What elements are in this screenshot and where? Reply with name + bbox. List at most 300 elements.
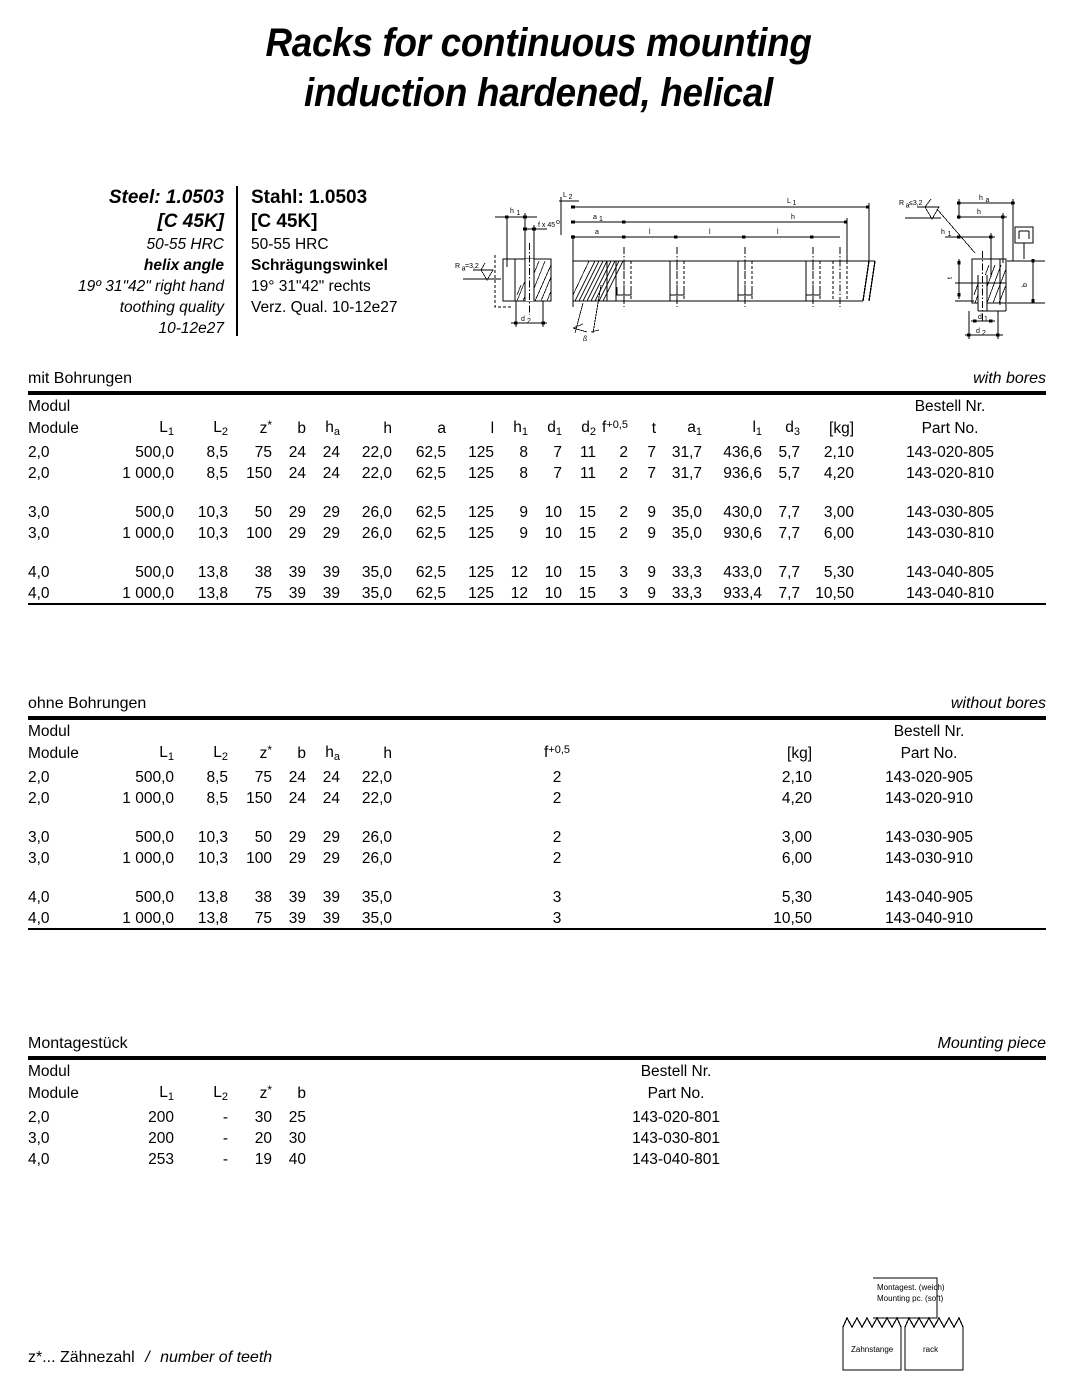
cell-value: 31,7 [671, 465, 703, 482]
table-row [28, 442, 1046, 463]
rack-technical-drawing [455, 175, 1065, 350]
cell-value: 50 [254, 504, 273, 521]
cell-part-no: 143-020-810 [906, 465, 994, 482]
svg-text:L: L [787, 198, 791, 205]
table1-col-l1: $L_1$ [159, 419, 174, 438]
svg-text:1: 1 [947, 231, 952, 238]
svg-text:2: 2 [982, 330, 986, 337]
cell-module: 3,0 [28, 504, 50, 521]
svg-text:l: l [649, 229, 651, 236]
cell-value: 10,3 [197, 829, 229, 846]
cell-value: 35,0 [361, 910, 393, 927]
table-row [28, 463, 1046, 484]
cell-value: 39 [322, 585, 341, 602]
table2-col-z: z* [259, 742, 273, 762]
cell-value: 13,8 [197, 889, 229, 906]
footnote [28, 1349, 272, 1367]
cell-value: 3,00 [781, 829, 813, 846]
cell-value: 500,0 [135, 564, 174, 581]
table1-col-f: $f^{+0,5}$ [602, 419, 629, 436]
cell-value: 29 [322, 525, 341, 542]
table1-col-l: l [490, 420, 495, 437]
svg-text:d: d [976, 328, 980, 335]
table2-col-kg: [kg] [787, 745, 813, 762]
cell-value: 7 [647, 465, 657, 482]
footnote-en: number of teeth [160, 1349, 273, 1366]
material-spec-german [236, 186, 436, 336]
cell-value: 24 [322, 769, 341, 786]
cell-value: - [222, 1130, 229, 1147]
table2-col-l1: $L_1$ [159, 744, 174, 763]
table1-header-modul: Modul [28, 397, 71, 415]
cell-value: 7,7 [778, 504, 801, 521]
cell-value: 7 [647, 444, 657, 461]
table1-col-d3: $d_3$ [785, 419, 801, 438]
cell-module: 4,0 [28, 564, 50, 581]
spec-de-quality: Verz. Qual. 10-12e27 [251, 299, 398, 316]
cell-value: 125 [468, 564, 495, 581]
cell-value: 29 [288, 525, 307, 542]
cell-value: 2 [619, 504, 629, 521]
cell-value: 433,0 [723, 564, 763, 581]
svg-text:t: t [947, 277, 954, 279]
cell-value: 11 [579, 444, 597, 461]
cell-value: 22,0 [361, 444, 393, 461]
cell-value: 39 [288, 910, 307, 927]
cell-value: 7 [553, 444, 563, 461]
cell-part-no: 143-020-801 [632, 1109, 720, 1126]
cell-part-no: 143-020-805 [906, 444, 994, 461]
cell-value: 7,7 [778, 564, 801, 581]
cell-value: 35,0 [361, 564, 393, 581]
mount-sketch-label-en: Mounting pc. (soft) [877, 1294, 944, 1303]
cell-value: 39 [322, 889, 341, 906]
cell-value: 19 [254, 1151, 273, 1168]
cell-value: 4,20 [823, 465, 855, 482]
cell-value: 39 [288, 585, 307, 602]
spec-en-angle-value: 19º 31ʺ42ʺ right hand [78, 278, 224, 295]
cell-value: 35,0 [361, 585, 393, 602]
table1-rule-bottom [28, 603, 1046, 605]
cell-value: 1 000,0 [122, 525, 174, 542]
drawing-left-section [455, 208, 560, 327]
table1-col-l2: $L_2$ [213, 419, 229, 438]
cell-value: 500,0 [135, 769, 174, 786]
cell-value: 38 [254, 889, 273, 906]
cell-value: 22,0 [361, 790, 393, 807]
table1-col-d2: $d_2$ [581, 419, 597, 438]
svg-text:1: 1 [984, 316, 988, 323]
cell-value: 39 [288, 889, 307, 906]
svg-text:1: 1 [599, 216, 603, 223]
cell-value: 15 [578, 504, 597, 521]
cell-value: 30 [254, 1109, 273, 1126]
svg-text:a: a [593, 214, 597, 221]
table2-col-module: Module [28, 745, 79, 762]
table2-col-ha: $h_a$ [325, 744, 341, 763]
cell-value: 200 [148, 1130, 174, 1147]
table-row-spacer [28, 869, 1046, 887]
cell-value: 2,10 [823, 444, 855, 461]
table3-grid [28, 1060, 1046, 1170]
cell-value: 10 [544, 585, 563, 602]
cell-part-no: 143-040-805 [906, 564, 994, 581]
cell-part-no: 143-040-905 [885, 889, 973, 906]
svg-text:a: a [461, 265, 466, 273]
svg-text:l: l [709, 229, 711, 236]
cell-value: 3 [552, 910, 562, 927]
table1-header-bestellnr: Bestell Nr. [914, 397, 986, 415]
svg-text:h: h [791, 214, 795, 221]
table1-col-a1: $a_1$ [687, 419, 703, 438]
spec-en-angle-label: helix angle [143, 257, 224, 274]
footnote-de: z*... Zähnezahl [28, 1349, 135, 1366]
cell-value: 125 [468, 465, 495, 482]
table2-head [28, 720, 1046, 767]
cell-value: 5,7 [778, 444, 801, 461]
svg-text:d: d [521, 316, 525, 323]
table1-header-row-bottom [28, 417, 1046, 442]
mount-sketch-label-rack-en: rack [923, 1345, 939, 1354]
cell-value: 125 [468, 585, 495, 602]
cell-value: 10 [544, 504, 563, 521]
cell-module: 2,0 [28, 769, 50, 786]
cell-value: 62,5 [415, 564, 447, 581]
page-title-line-2: induction hardened, helical [304, 71, 773, 115]
cell-value: 5,30 [823, 564, 855, 581]
table-row-spacer [28, 484, 1046, 502]
cell-module: 3,0 [28, 1130, 50, 1147]
table3-col-b: b [297, 1085, 307, 1102]
svg-text:1: 1 [516, 210, 521, 217]
table-row [28, 848, 1046, 869]
cell-value: 20 [254, 1130, 273, 1147]
cell-value: 12 [510, 564, 529, 581]
cell-value: 2 [552, 790, 562, 807]
cell-value: 62,5 [415, 504, 447, 521]
table3-col-partno: Part No. [647, 1085, 705, 1102]
table1-caption-en: with bores [973, 370, 1046, 387]
cell-value: 29 [322, 829, 341, 846]
cell-value: 3 [619, 585, 629, 602]
cell-value: 933,4 [723, 585, 763, 602]
table-row [28, 583, 1046, 604]
cell-value: 500,0 [135, 444, 174, 461]
table3-header-row-bottom [28, 1082, 1046, 1107]
mount-sketch-label-rack-de: Zahnstange [851, 1345, 894, 1354]
cell-value: 3 [552, 889, 562, 906]
table1-grid [28, 395, 1046, 604]
spec-en-quality-label: toothing quality [119, 299, 224, 316]
cell-value: 10,50 [815, 585, 855, 602]
spec-en-hardness: 50-55 HRC [146, 236, 224, 253]
cell-value: 2,10 [781, 769, 813, 786]
table-row [28, 1149, 1046, 1170]
table1-col-kg: [kg] [829, 420, 855, 437]
svg-text:h: h [510, 208, 514, 215]
table1-caption [28, 370, 1046, 391]
cell-value: 1 000,0 [122, 585, 174, 602]
svg-text:=3,2: =3,2 [465, 263, 479, 270]
table-row [28, 523, 1046, 544]
cell-value: 10,3 [197, 850, 229, 867]
svg-text:a: a [595, 229, 599, 236]
cell-value: 25 [288, 1109, 307, 1126]
svg-text:d: d [978, 314, 982, 321]
table2-col-h: h [383, 745, 393, 762]
spec-en-quality-value: 10-12e27 [158, 320, 224, 337]
cell-value: 2 [619, 444, 629, 461]
table-mounting-piece [28, 1035, 1046, 1170]
cell-value: 35,0 [361, 889, 393, 906]
table2-grid [28, 720, 1046, 929]
svg-text:f x 45: f x 45 [538, 222, 556, 229]
cell-value: 125 [468, 525, 495, 542]
cell-value: 30 [288, 1130, 307, 1147]
cell-value: 8,5 [206, 769, 229, 786]
cell-value: 500,0 [135, 504, 174, 521]
svg-text:≤3,2: ≤3,2 [909, 200, 923, 207]
table2-header-row-top [28, 720, 1046, 742]
table2-header-row-bottom [28, 742, 1046, 767]
table3-header-row-top [28, 1060, 1046, 1082]
cell-value: 75 [254, 769, 273, 786]
cell-value: 253 [148, 1151, 174, 1168]
cell-part-no: 143-030-801 [632, 1130, 720, 1147]
cell-value: 2 [619, 525, 629, 542]
cell-value: 62,5 [415, 444, 447, 461]
cell-value: 22,0 [361, 465, 393, 482]
cell-value: 7 [553, 465, 563, 482]
cell-value: 1 000,0 [122, 910, 174, 927]
svg-text:b: b [1022, 283, 1029, 287]
spec-de-angle-value: 19° 31ʺ42ʺ rechts [251, 278, 371, 295]
cell-value: 125 [468, 504, 495, 521]
table1-col-b: b [297, 420, 307, 437]
table2-col-partno: Part No. [900, 745, 958, 762]
cell-value: 11 [579, 465, 597, 482]
table1-col-d1: $d_1$ [547, 419, 563, 438]
cell-value: 2 [552, 829, 562, 846]
cell-value: 24 [288, 790, 307, 807]
cell-value: - [222, 1151, 229, 1168]
cell-part-no: 143-030-905 [885, 829, 973, 846]
table-row [28, 908, 1046, 929]
cell-value: 39 [288, 564, 307, 581]
cell-value: 24 [288, 444, 307, 461]
cell-value: 100 [246, 850, 273, 867]
cell-value: 62,5 [415, 585, 447, 602]
cell-value: 35,0 [671, 525, 703, 542]
cell-value: 500,0 [135, 829, 174, 846]
table-row [28, 887, 1046, 908]
cell-module: 4,0 [28, 585, 50, 602]
table1-caption-de: mit Bohrungen [28, 370, 133, 387]
cell-value: 9 [647, 525, 657, 542]
table3-caption-de: Montagestück [28, 1035, 128, 1052]
cell-value: 40 [288, 1151, 307, 1168]
cell-value: 9 [519, 504, 529, 521]
cell-value: 8,5 [206, 444, 229, 461]
svg-text:h: h [979, 195, 983, 202]
cell-value: 24 [288, 769, 307, 786]
table2-caption-de: ohne Bohrungen [28, 695, 147, 712]
cell-value: 1 000,0 [122, 850, 174, 867]
cell-value: 7,7 [778, 585, 801, 602]
cell-value: 29 [288, 504, 307, 521]
cell-value: 26,0 [361, 504, 393, 521]
table1-header-row-top [28, 395, 1046, 417]
spec-en-material-label: Steel: 1.0503 [108, 187, 224, 208]
spec-de-angle-label: Schrägungswinkel [251, 257, 388, 274]
cell-module: 2,0 [28, 444, 50, 461]
table1-col-t: t [651, 420, 657, 437]
svg-text:a: a [985, 197, 990, 204]
cell-value: 15 [578, 564, 597, 581]
cell-value: 10 [544, 525, 563, 542]
table-row [28, 767, 1046, 788]
cell-value: 50 [254, 829, 273, 846]
cell-part-no: 143-040-801 [632, 1151, 720, 1168]
cell-value: 200 [148, 1109, 174, 1126]
cell-module: 3,0 [28, 850, 50, 867]
cell-value: 2 [619, 465, 629, 482]
table3-col-z: z* [259, 1082, 273, 1102]
drawing-right-section [899, 195, 1045, 339]
cell-value: 10,3 [197, 525, 229, 542]
svg-text:h: h [941, 229, 945, 236]
cell-value: 1 000,0 [122, 465, 174, 482]
cell-value: 9 [647, 585, 657, 602]
table-row-spacer [28, 544, 1046, 562]
drawing-main-rack-view [559, 192, 875, 343]
cell-value: 15 [578, 525, 597, 542]
table2-caption-en: without bores [950, 695, 1046, 712]
material-spec-english [24, 186, 236, 339]
cell-value: 150 [246, 465, 273, 482]
cell-value: 430,0 [723, 504, 763, 521]
table2-header-bestellnr: Bestell Nr. [893, 722, 965, 740]
svg-text:R: R [455, 263, 461, 270]
cell-value: 26,0 [361, 829, 393, 846]
table-row [28, 788, 1046, 809]
material-spec-block [24, 186, 444, 339]
table3-header-bestellnr: Bestell Nr. [640, 1062, 712, 1080]
cell-module: 2,0 [28, 790, 50, 807]
cell-value: 13,8 [197, 585, 229, 602]
spec-en-material-code: [C 45K] [157, 211, 224, 232]
table3-caption [28, 1035, 1046, 1056]
cell-value: 8,5 [206, 465, 229, 482]
cell-value: 8,5 [206, 790, 229, 807]
table1-col-h: h [383, 420, 393, 437]
spec-de-material-label: Stahl: 1.0503 [251, 187, 368, 208]
cell-value: 29 [288, 829, 307, 846]
cell-part-no: 143-030-810 [906, 525, 994, 542]
table-row-spacer [28, 809, 1046, 827]
cell-value: 35,0 [671, 504, 703, 521]
table1-col-module: Module [28, 420, 79, 437]
cell-value: 2 [552, 769, 562, 786]
cell-part-no: 143-040-810 [906, 585, 994, 602]
cell-value: 31,7 [671, 444, 703, 461]
cell-value: 8 [519, 444, 529, 461]
cell-value: 29 [288, 850, 307, 867]
spec-de-material-code: [C 45K] [251, 211, 318, 232]
mounting-piece-sketch [835, 1272, 1050, 1382]
cell-value: 7,7 [778, 525, 801, 542]
cell-part-no: 143-040-910 [885, 910, 973, 927]
cell-value: 22,0 [361, 769, 393, 786]
cell-value: 10,50 [773, 910, 813, 927]
table3-caption-en: Mounting piece [937, 1035, 1046, 1052]
table-row [28, 1128, 1046, 1149]
table-row [28, 1107, 1046, 1128]
table1-head [28, 395, 1046, 442]
svg-text:ß: ß [583, 336, 588, 343]
cell-value: 39 [322, 910, 341, 927]
table2-col-f: $f^{+0,5}$ [544, 744, 571, 761]
cell-value: 4,20 [781, 790, 813, 807]
cell-value: 500,0 [135, 889, 174, 906]
svg-text:h: h [977, 209, 981, 216]
table1-col-a: a [437, 420, 447, 437]
cell-module: 2,0 [28, 1109, 50, 1126]
cell-value: 62,5 [415, 465, 447, 482]
cell-value: 6,00 [823, 525, 855, 542]
cell-module: 4,0 [28, 1151, 50, 1168]
table-row [28, 827, 1046, 848]
cell-module: 2,0 [28, 465, 50, 482]
table-with-bores [28, 370, 1046, 605]
table3-body [28, 1107, 1046, 1170]
cell-value: 39 [322, 564, 341, 581]
cell-value: - [222, 1109, 229, 1126]
cell-part-no: 143-020-905 [885, 769, 973, 786]
cell-value: 1 000,0 [122, 790, 174, 807]
cell-value: 936,6 [723, 465, 763, 482]
cell-value: 10,3 [197, 504, 229, 521]
table1-col-partno: Part No. [921, 420, 979, 437]
table1-col-ha: $h_a$ [325, 419, 341, 438]
cell-value: 2 [552, 850, 562, 867]
cell-value: 8 [519, 465, 529, 482]
table2-body [28, 767, 1046, 929]
cell-value: 33,3 [671, 585, 703, 602]
cell-value: 75 [254, 585, 273, 602]
cell-value: 29 [322, 850, 341, 867]
cell-value: 62,5 [415, 525, 447, 542]
cell-value: 24 [322, 465, 341, 482]
svg-text:1: 1 [792, 200, 797, 207]
table1-col-z: z* [259, 417, 273, 437]
cell-value: 9 [647, 564, 657, 581]
table1-col-h1: $h_1$ [513, 419, 529, 438]
svg-text:L: L [563, 192, 567, 199]
svg-text:2: 2 [527, 318, 531, 325]
cell-module: 3,0 [28, 829, 50, 846]
cell-value: 75 [254, 910, 273, 927]
cell-value: 125 [468, 444, 495, 461]
cell-value: 930,6 [723, 525, 763, 542]
cell-value: 3 [619, 564, 629, 581]
table3-col-module: Module [28, 1085, 79, 1102]
cell-value: 5,7 [778, 465, 801, 482]
table-without-bores [28, 695, 1046, 930]
mount-sketch-label-de: Montagest. (weich) [877, 1283, 945, 1292]
table2-header-modul: Modul [28, 722, 71, 740]
cell-value: 9 [647, 504, 657, 521]
